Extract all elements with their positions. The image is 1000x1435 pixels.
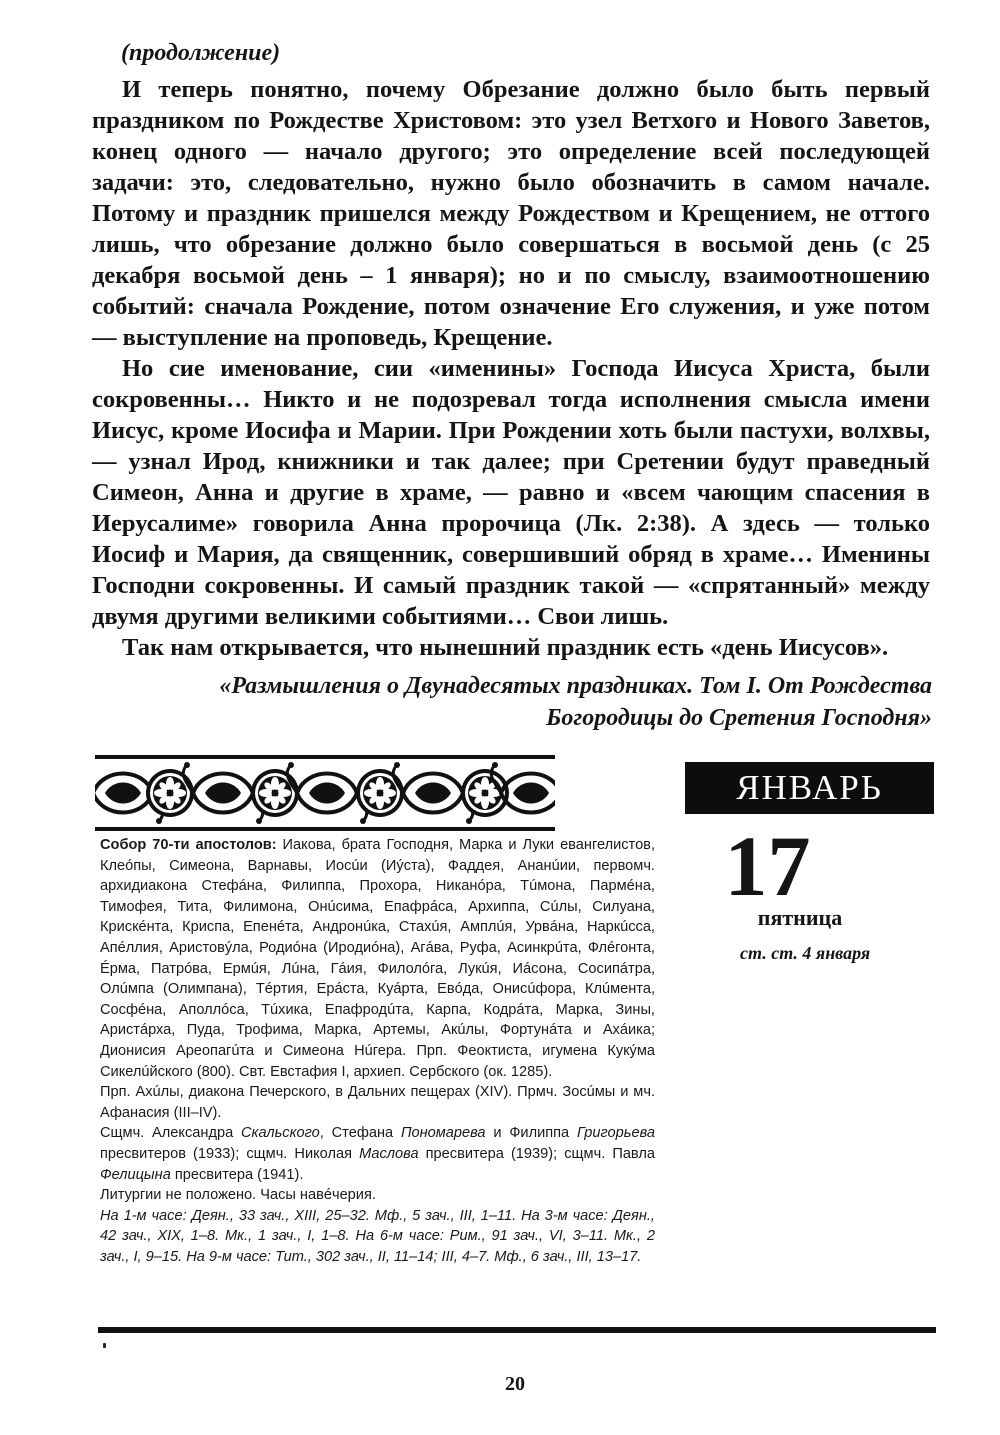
saints-text: пресвитера (1941). (170, 1166, 304, 1183)
month-label: ЯНВАРЬ (685, 762, 934, 814)
saints-surname: Скальского (241, 1125, 320, 1142)
bottom-rule (98, 1327, 936, 1333)
saints-paragraph (100, 1123, 655, 1185)
source-quote (92, 670, 932, 734)
saints-text: Сщмч. Александра (100, 1125, 242, 1142)
paragraph: И теперь понятно, почему Обрезание должно было быть первый праздником по Рождестве Христовом: это узел Ветхого и Нового Заветов, конец одного — начало другого; это определение всей последующей задачи: это, следовательно, нужно было обозначить в самом начале. Потому и праздник пришелся между Рождеством и Крещением, не оттого лишь, что обрезание должно было совершаться в восьмой день (с 25 декабря восьмой день – 1 января); но и по смыслу, взаимоотношению событий: сначала Рождение, потом означение Его служения, и уже потом — выступление на проповедь, Крещение. (92, 76, 930, 351)
saints-text: , Стефана (319, 1125, 401, 1142)
saints-surname: Маслова (359, 1145, 419, 1162)
ornamental-border (95, 755, 555, 831)
old-style-date: ст. ст. 4 января (740, 943, 871, 963)
saints-text: пресвитера (1939); сщмч. Павла (418, 1145, 655, 1162)
saints-surname: Пономарева (400, 1125, 486, 1142)
print-speck (103, 1343, 106, 1348)
saints-paragraph (100, 835, 655, 1082)
quote-line: «Размышления о Двунадесятых праздниках. Том I. От Рождества (219, 673, 932, 699)
main-text (92, 74, 930, 663)
saints-text: и Филиппа (485, 1125, 577, 1142)
saints-heading: Собор 70-ти апостолов: (100, 837, 277, 853)
saints-text: пресвитеров (1933); сщмч. Николая (100, 1145, 360, 1162)
saints-surname: Григорьева (577, 1125, 655, 1142)
day-number: 17 (724, 818, 811, 914)
page-number: 20 (505, 1373, 525, 1395)
paragraph: Так нам открывается, что нынешний праздник есть «день Иисусов». (122, 634, 889, 661)
saints-surname: Фелицына (100, 1166, 171, 1183)
paragraph: Но сие именование, сии «именины» Господа Иисуса Христа, были сокровенны… Никто и не подозревал тогда исполнения смысла имени Иисус, кроме Иосифа и Марии. При Рождении хоть были пастухи, волхвы, — узнал Ирод, книжники и так далее; при Сретении будут праведный Симеон, Анна и другие в храме, — равно и «всем чающим спасения в Иерусалиме» говорила Анна пророчица (Лк. 2:38). А здесь — только Иосиф и Мария, да священник, совершивший обряд в храме… Именины Господни сокровенны. И самый праздник такой — «спрятанный» между двумя другими великими событиями… Свои лишь. (92, 355, 930, 630)
liturgy-note: Литургии не положено. Часы навéчерия. (100, 1187, 376, 1204)
continuation-label: (продолжение) (121, 40, 281, 66)
saints-text: Иакова, брата Господня, Марка и Луки евангелистов, Клеóпы, Симеона, Варнавы, Иосúи (Иýста), Фаддея, Ананúии, первомч. архидиакона Стефáна, Филиппа, Прохора, Никанóра, Тúмона, Пармéна, Тимофея, Тита, Филимона, Онúсима, Епафрáса, Архиппа, Сúлы, Силуана, Крискéнта, Криспа, Епенéта, Андронúка, Стахúя, Амплúя, Урвáна, Наркúсса, Апéллия, Аристовýла, Родиóна (Иродиóна), Агáва, Руфа, Асинкрúта, Флéгонта, Éрма, Патрóва, Ермúя, Лúна, Гáия, Филолóга, Лукúя, Иáсона, Сосипáтра, Олúмпа (Олимпана), Тéртия, Ерáста, Куáрта, Евóда, Онисúфора, Клúмента, Сосфéна, Аполлóса, Тúхика, Епафродúта, Карпа, Кодрáта, Марка, Зины, Аристáрха, Пуда, Трофима, Марка, Артемы, Акúлы, Фортунáта и Ахáика; Дионисия Ареопагúта и Симеона Нúгера. Прп. Феоктиста, игумена Кукýма Сикелúйского (800). Свт. Евстафия I, архиеп. Сербского (ок. 1285). (100, 837, 655, 1080)
weekday: пятница (757, 905, 843, 930)
readings: На 1-м часе: Деян., 33 зач., XIII, 25–32. Мф., 5 зач., III, 1–11. На 3-м часе: Деян., 42 зач., XIX, 1–8. Мк., 1 зач., I, 1–8. На 6-м часе: Рим., 91 зач., VI, 3–11. Мк., 2 зач., I, 9–15. На 9-м часе: Тит., 302 зач., II, 11–14; III, 4–7. Мф., 6 зач., III, 13–17. (100, 1207, 655, 1265)
quote-line: Богородицы до Сретения Господня» (546, 705, 932, 731)
saints-commemorations (100, 835, 655, 1267)
saints-paragraph: Прп. Ахúлы, диакона Печерского, в Дальних пещерах (XIV). Прмч. Зосúмы и мч. Афанасия (III–IV). (100, 1084, 655, 1121)
